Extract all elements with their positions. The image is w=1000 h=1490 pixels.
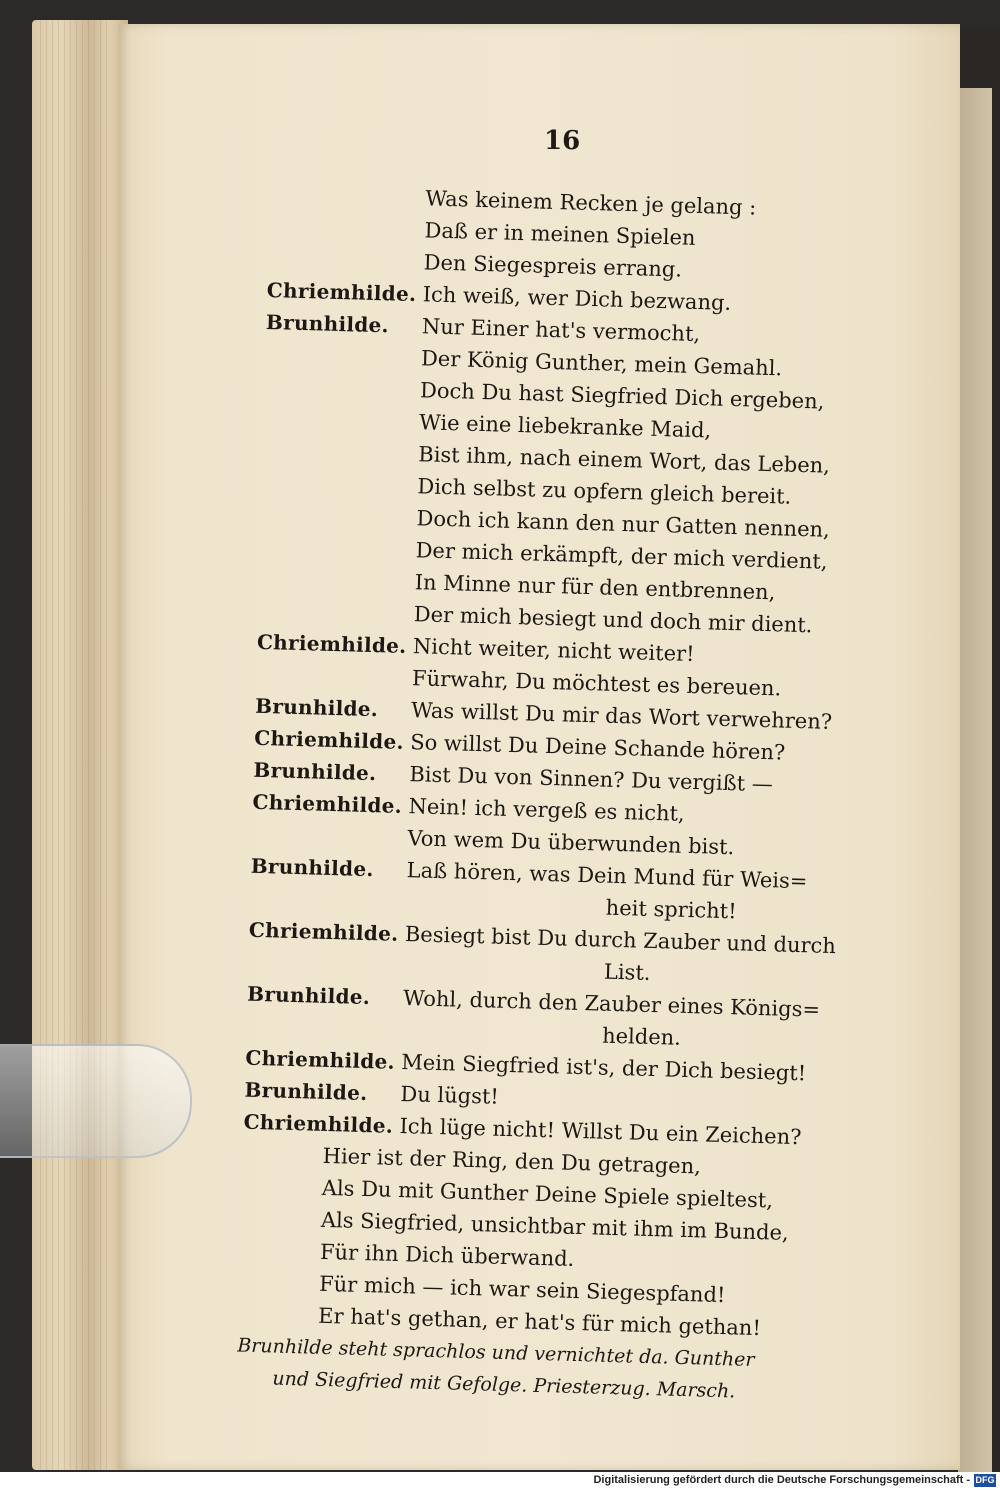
speaker-name: Brunhilde.	[254, 693, 379, 722]
facing-page	[958, 88, 992, 1488]
verse-text: Der mich besiegt und doch mir dient.	[413, 602, 813, 638]
verse-text: Er hat's gethan, er hat's für mich gethan!	[317, 1303, 762, 1341]
verse-text: Fürwahr, Du möchtest es bereuen.	[411, 666, 782, 701]
speaker-name: Chriemhilde.	[254, 725, 405, 754]
speaker-name: Brunhilde.	[244, 1077, 368, 1106]
verse-text: Nicht weiter, nicht weiter!	[412, 634, 695, 667]
verse-text: Für mich — ich war sein Siegespfand!	[318, 1271, 726, 1308]
verse-text: Was willst Du mir das Wort verwehren?	[410, 698, 833, 734]
verse-text: Ich lüge nicht! Willst Du ein Zeichen?	[399, 1113, 802, 1150]
stage-direction: und Siegfried mit Gefolge. Priesterzug. Marsch.	[272, 1367, 736, 1403]
speaker-name: Chriemhilde.	[252, 789, 403, 818]
verse-text: Der mich erkämpft, der mich verdient,	[415, 538, 828, 574]
verse-text: Den Siegespreis errang.	[423, 250, 683, 282]
page-edges	[32, 20, 128, 1470]
speaker-name: Chriemhilde.	[243, 1109, 394, 1138]
verse-text: Mein Siegfried ist's, der Dich besiegt!	[401, 1050, 807, 1086]
facing-page-strip	[954, 28, 1000, 1472]
footer	[0, 1472, 1000, 1490]
speaker-name: Chriemhilde.	[245, 1045, 396, 1074]
verse-text: Als Du mit Gunther Deine Spiele spieltest,	[321, 1175, 774, 1213]
verse-text: Du lügst!	[400, 1082, 500, 1109]
verse-text: Dich selbst zu opfern gleich bereit.	[417, 474, 792, 509]
speaker-name: Brunhilde.	[253, 757, 377, 786]
verse-text: heit spricht!	[605, 895, 737, 924]
dfg-credit: Digitalisierung gefördert durch die Deutsche Forschungsgemeinschaft -	[593, 1474, 970, 1486]
verse-text: List.	[603, 959, 651, 985]
speaker-name: Chriemhilde.	[248, 917, 399, 946]
play-text	[236, 178, 850, 1410]
speaker-name: Brunhilde.	[265, 309, 390, 338]
verse-text: Bist Du von Sinnen? Du vergißt —	[409, 762, 774, 797]
verse-text: Doch ich kann den nur Gatten nennen,	[416, 506, 831, 542]
dfg-logo: DFG	[975, 1475, 995, 1485]
verse-text: Bist ihm, nach einem Wort, das Leben,	[418, 442, 831, 478]
verse-text: Besiegt bist Du durch Zauber und durch	[404, 922, 837, 959]
verse-text: Für ihn Dich überwand.	[319, 1239, 575, 1271]
page-number: 16	[544, 126, 581, 156]
verse-text: In Minne nur für den entbrennen,	[414, 570, 776, 605]
verse-text: So willst Du Deine Schande hören?	[409, 730, 786, 765]
speaker-name: Brunhilde.	[250, 853, 375, 882]
verse-text: Als Siegfried, unsichtbar mit ihm im Bunde,	[320, 1207, 789, 1245]
verse-text: Wie eine liebekranke Maid,	[418, 410, 712, 443]
verse-text: Ich weiß, wer Dich bezwang.	[422, 282, 732, 315]
verse-text: Laß hören, was Dein Mund für Weis=	[406, 858, 808, 894]
speaker-name: Brunhilde.	[246, 981, 371, 1010]
verse-text: Doch Du hast Siegfried Dich ergeben,	[419, 378, 825, 414]
verse-text: Nur Einer hat's vermocht,	[421, 314, 701, 347]
speaker-name: Chriemhilde.	[266, 277, 417, 307]
verse-text: Der König Gunther, mein Gemahl.	[420, 346, 783, 381]
verse-text: Nein! ich vergeß es nicht,	[408, 794, 686, 826]
speaker-name: Chriemhilde.	[256, 629, 407, 658]
verse-text: helden.	[601, 1023, 682, 1050]
verse-text: Was keinem Recken je gelang :	[425, 186, 757, 220]
verse-text: Hier ist der Ring, den Du getragen,	[322, 1143, 702, 1179]
scanner-thumb-guard	[0, 1044, 192, 1158]
stage-direction: Brunhilde steht sprachlos und vernichtet da. Gunther	[237, 1334, 755, 1371]
verse-text: Wohl, durch den Zauber eines Königs=	[402, 986, 821, 1022]
verse-text: Von wem Du überwunden bist.	[407, 826, 735, 860]
verse-text: Daß er in meinen Spielen	[424, 218, 696, 250]
